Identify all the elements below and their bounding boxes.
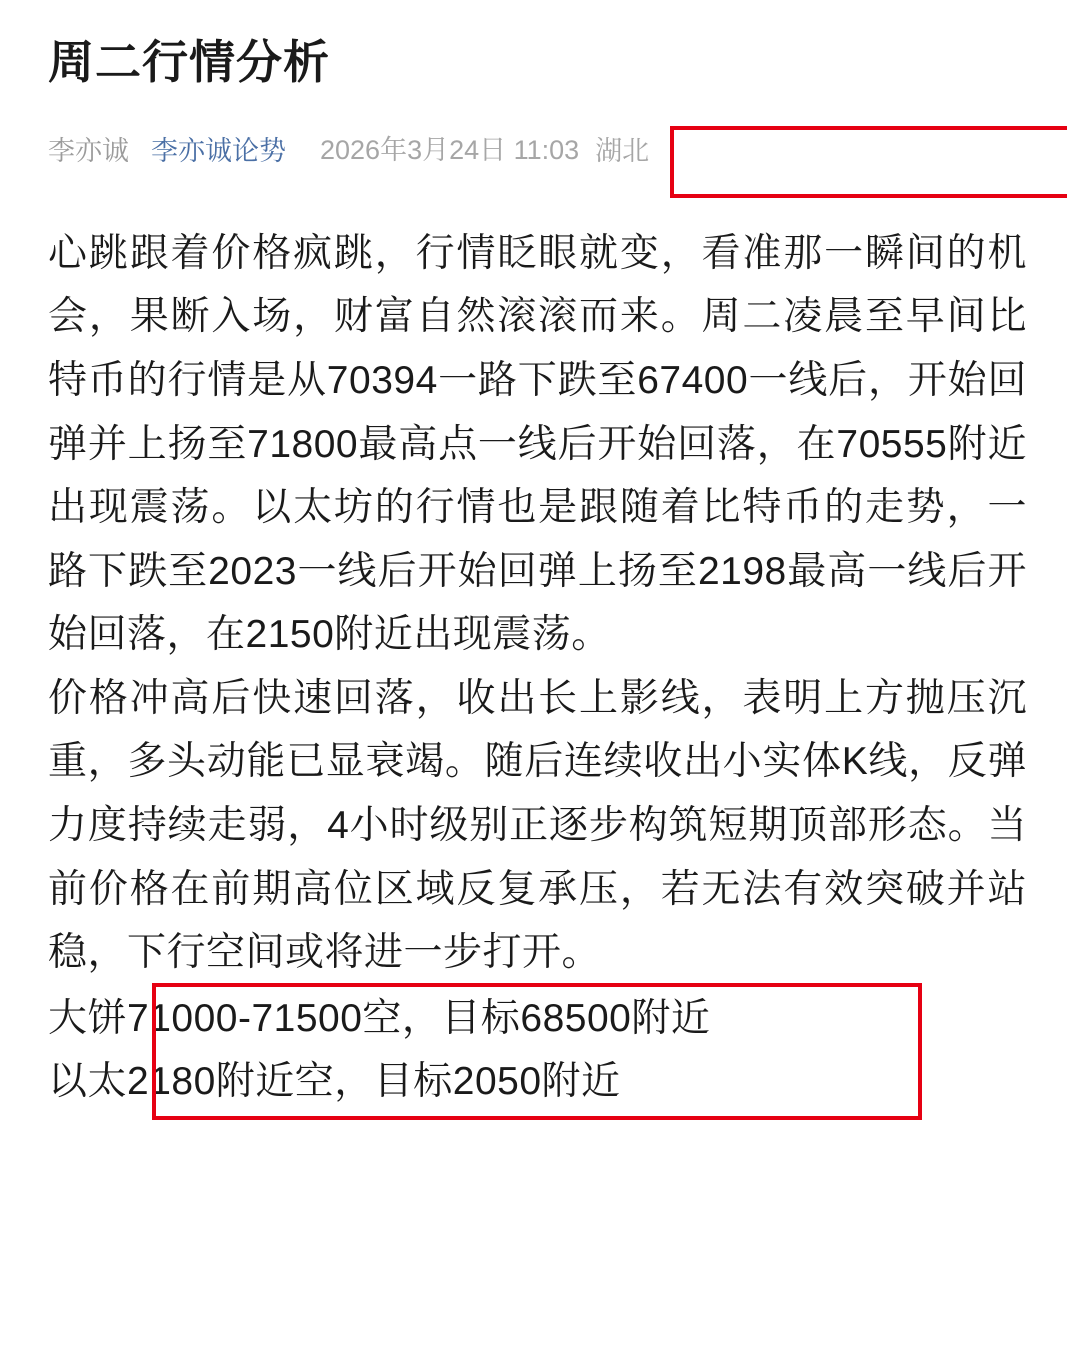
signal-value-eth: 2180附近空，目标2050附近 [127,1060,621,1104]
publish-timestamp: 2026年3月24日 11:03 [320,134,580,165]
publish-meta [308,126,589,176]
page-title: 周二行情分析 [48,36,330,88]
account-link[interactable]: 李亦诚论势 [151,135,286,166]
signal-row-btc [48,987,1027,1051]
signal-row-eth [48,1050,1027,1114]
signal-label-btc: 大饼 [48,996,128,1040]
timestamp-highlight-box [670,126,1067,198]
signal-label-eth: 以太 [48,1060,128,1104]
author-name: 李亦诚 [48,135,129,166]
paragraph-1: 心跳跟着价格疯跳，行情眨眼就变，看准那一瞬间的机会，果断入场，财富自然滚滚而来。周二凌晨至早间比特币的行情是从70394一路下跌至67400一线后，开始回弹并上扬至71800最高点一线后开始回落，在70555附近出现震荡。以太坊的行情也是跟随着比特币的走势，一路下跌至2023一线后开始回弹上扬至2198最高一线后开始回落，在2150附近出现震荡。 [48,231,1027,657]
byline [48,126,1027,176]
article-body [48,222,1027,985]
trade-signals [48,987,1027,1114]
paragraph-2: 价格冲高后快速回落，收出长上影线，表明上方抛压沉重，多头动能已显衰竭。随后连续收出小实体K线，反弹力度持续走弱，4小时级别正逐步构筑短期顶部形态。当前价格在前期高位区域反复承压，若无法有效突破并站稳，下行空间或将进一步打开。 [48,676,1027,975]
signal-value-btc: 71000-71500空，目标68500附近 [127,996,711,1040]
publish-location: 湖北 [595,135,650,166]
